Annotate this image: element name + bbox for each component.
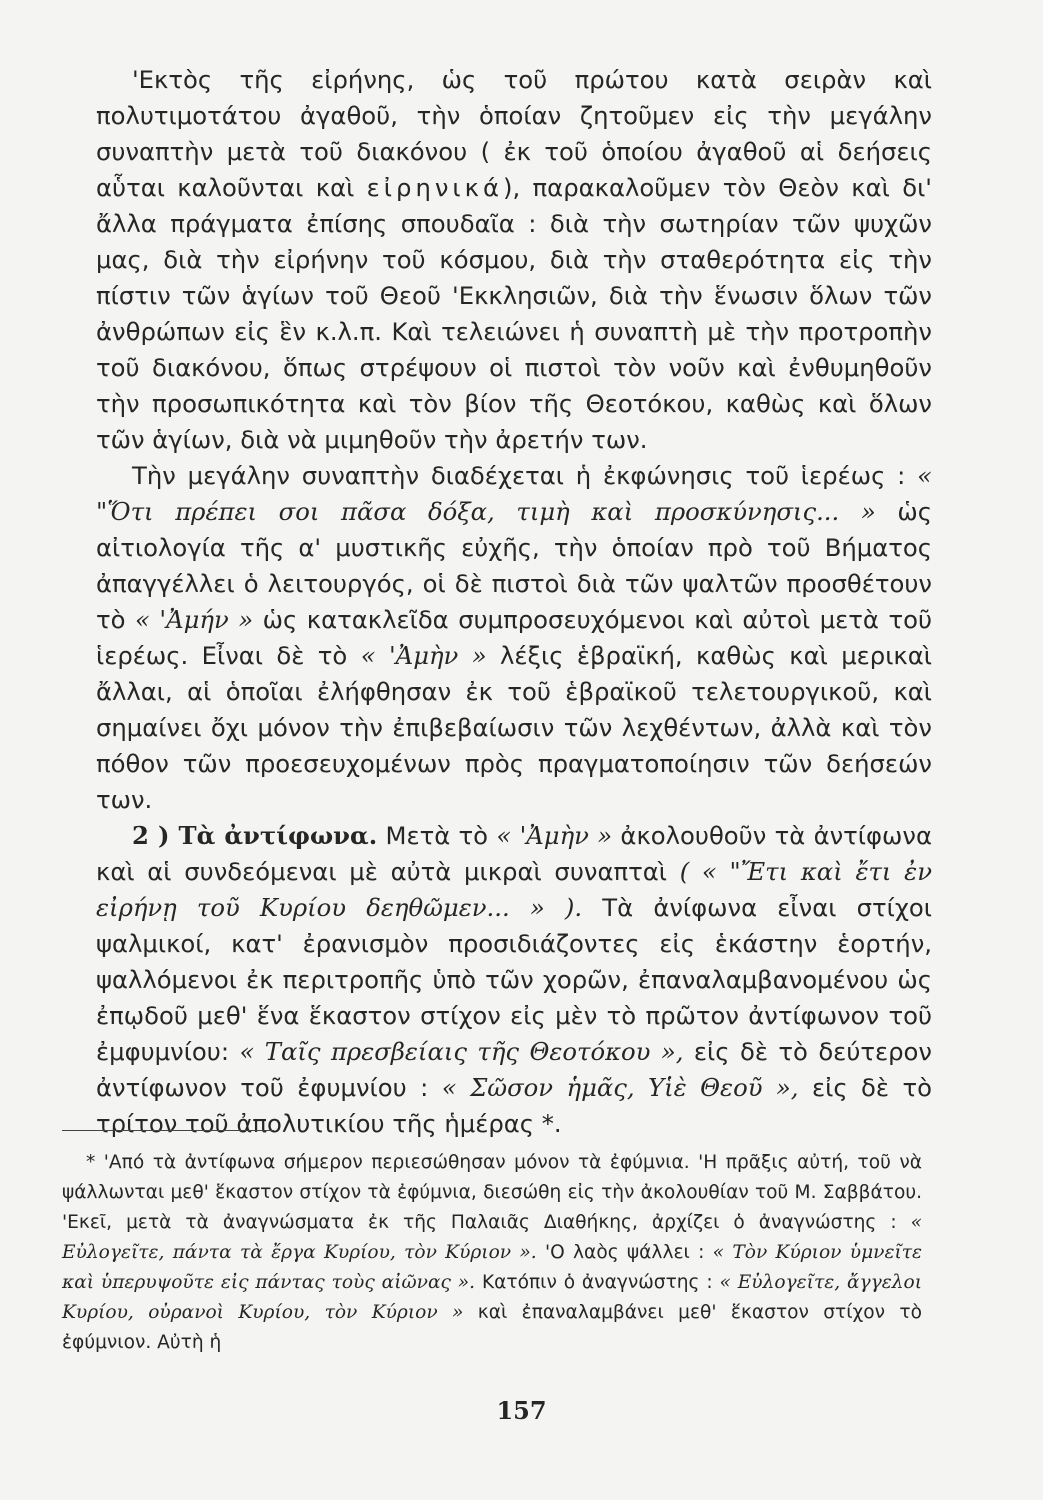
quote-exclamation: « "Ὅτι πρέπει σοι πᾶσα δόξα, τιμὴ καὶ προσκύνησις... » <box>96 461 932 526</box>
quote-amen: « 'Ἀμὴν » <box>496 821 613 850</box>
quote-amen: « 'Ἀμήν » <box>135 605 254 634</box>
section-heading: 2 ) Τὰ ἀντίφωνα. <box>132 821 378 850</box>
footnote-quote: « Τὸν Κύριον ὑμνεῖτε καὶ ὑπερυψοῦτε εἰς πάντας τοὺς αἰῶνας ». <box>62 1242 922 1293</box>
spaced-term: εἰρηνικά <box>366 173 503 202</box>
footnote-quote: « Εὐλογεῖτε, πάντα τὰ ἔργα Κυρίου, τὸν Κύριον ». <box>62 1212 922 1263</box>
quote-amen: « 'Ἀμὴν » <box>360 641 487 670</box>
paragraph-peace: 'Εκτὸς τῆς εἰρήνης, ὡς τοῦ πρώτου κατὰ σειρὰν καὶ πολυτιμοτάτου ἀγαθοῦ, τὴν ὁποίαν ζητοῦμεν εἰς τὴν μεγάλην συναπτὴν μετὰ τοῦ διακόνου ( ἐκ τοῦ ὁποίου ἀγαθοῦ αἱ δεήσεις αὗται καλοῦνται καὶ εἰρηνικά), παρακαλοῦμεν τὸν Θεὸν καὶ δι' ἄλλα πράγματα ἐπίσης σπουδαῖα : διὰ τὴν σωτηρίαν τῶν ψυχῶν μας, διὰ τὴν εἰρήνην τοῦ κόσμου, διὰ τὴν σταθερότητα εἰς τὴν πίστιν τῶν ἁγίων τοῦ Θεοῦ 'Εκκλησιῶν, διὰ τὴν ἕνωσιν ὅλων τῶν ἀνθρώπων εἰς ἓν κ.λ.π. Καὶ τελειώνει ἡ συναπτὴ μὲ τὴν προτροπὴν τοῦ διακόνου, ὅπως στρέψουν οἱ πιστοὶ τὸν νοῦν καὶ ἐνθυμηθοῦν τὴν προσωπικότητα καὶ τὸν βίον τῆς Θεοτόκου, καθὼς καὶ ὅλων τῶν ἁγίων, διὰ νὰ μιμηθοῦν τὴν ἀρετήν των. <box>96 65 932 454</box>
main-text <box>96 62 932 1142</box>
paragraph-antiphons: 2 ) Τὰ ἀντίφωνα. Μετὰ τὸ « 'Ἀμὴν » ἀκολουθοῦν τὰ ἀντίφωνα καὶ αἱ συνδεόμεναι μὲ αὐτὰ μικραὶ συναπταὶ ( « "Ἔτι καὶ ἔτι ἐν εἰρήνῃ τοῦ Κυρίου δεηθῶμεν... » ). Τὰ ἀνίφωνα εἶναι στίχοι ψαλμικοί, κατ' ἐρανισμὸν προσιδιάζοντες εἰς ἑκάστην ἑορτήν, ψαλλόμενοι ἐκ περιτροπῆς ὑπὸ τῶν χορῶν, ἐπαναλαμβανομένου ὡς ἐπῳδοῦ μεθ' ἕνα ἕκαστον στίχον εἰς μὲν τὸ πρῶτον ἀντίφωνον τοῦ ἐμφυμνίου: « Ταῖς πρεσβείαις τῆς Θεοτόκου », εἰς δὲ τὸ δεύτερον ἀντίφωνον τοῦ ἐφυμνίου : « Σῶσον ἡμᾶς, Υἱὲ Θεοῦ », εἰς δὲ τὸ τρίτον τοῦ ἀπολυτικίου τῆς ἡμέρας *. <box>96 821 932 1138</box>
footnote-divider <box>62 1130 274 1131</box>
quote-first-refrain: « Ταῖς πρεσβείαις τῆς Θεοτόκου », <box>239 1037 684 1066</box>
paragraph-exclamation: Τὴν μεγάλην συναπτὴν διαδέχεται ἡ ἐκφώνησις τοῦ ἱερέως : « "Ὅτι πρέπει σοι πᾶσα δόξα, τιμὴ καὶ προσκύνησις... » ὡς αἰτιολογία τῆς α' μυστικῆς εὐχῆς, τὴν ὁποίαν πρὸ τοῦ Βήματος ἀπαγγέλλει ὁ λειτουργός, οἱ δὲ πιστοὶ διὰ τῶν ψαλτῶν προσθέτουν τὸ « 'Ἀμήν » ὡς κατακλεῖδα συμπροσευχόμενοι καὶ αὐτοὶ μετὰ τοῦ ἱερέως. Εἶναι δὲ τὸ « 'Ἀμὴν » λέξις ἑβραϊκή, καθὼς καὶ μερικαὶ ἄλλαι, αἱ ὁποῖαι ἐλήφθησαν ἐκ τοῦ ἑβραϊκοῦ τελετουργικοῦ, καὶ σημαίνει ὄχι μόνον τὴν ἐπιβεβαίωσιν τῶν λεχθέντων, ἀλλὰ καὶ τὸν πόθον τῶν προεσευχομένων πρὸς πραγματοποίησιν τῶν δεήσεών των. <box>96 461 932 814</box>
footnote: * 'Από τὰ ἀντίφωνα σήμερον περιεσώθησαν μόνον τὰ ἐφύμνια. 'Η πρᾶξις αὐτή, τοῦ νὰ ψάλλωνται μεθ' ἕκαστον στίχον τὰ ἐφύμνια, διεσώθη εἰς τὴν ἀκολουθίαν τοῦ Μ. Σαββάτου. 'Εκεῖ, μετὰ τὰ ἀναγνώσματα ἐκ τῆς Παλαιᾶς Διαθήκης, ἀρχίζει ὁ ἀναγνώστης : « Εὐλογεῖτε, πάντα τὰ ἔργα Κυρίου, τὸν Κύριον ». 'Ο λαὸς ψάλλει : « Τὸν Κύριον ὑμνεῖτε καὶ ὑπερυψοῦτε εἰς πάντας τοὺς αἰῶνας ». Κατόπιν ὁ ἀναγνώστης : « Εὐλογεῖτε, ἄγγελοι Κυρίου, οὐρανοὶ Κυρίου, τὸν Κύριον » καὶ ἐπαναλαμβάνει μεθ' ἕκαστον στίχον τὸ ἐφύμνιον. Αὐτὴ ἡ <box>62 1152 923 1353</box>
quote-litany: ( « "Ἔτι καὶ ἔτι ἐν εἰρήνῃ τοῦ Κυρίου δεηθῶμεν... » ). <box>96 857 932 922</box>
footnote-quote: « Εὐλογεῖτε, ἄγγελοι Κυρίου, οὐρανοὶ Κυρίου, τὸν Κύριον » <box>62 1272 923 1323</box>
page-number: 157 <box>496 1396 547 1425</box>
quote-second-refrain: « Σῶσον ἡμᾶς, Υἱὲ Θεοῦ », <box>441 1073 799 1102</box>
